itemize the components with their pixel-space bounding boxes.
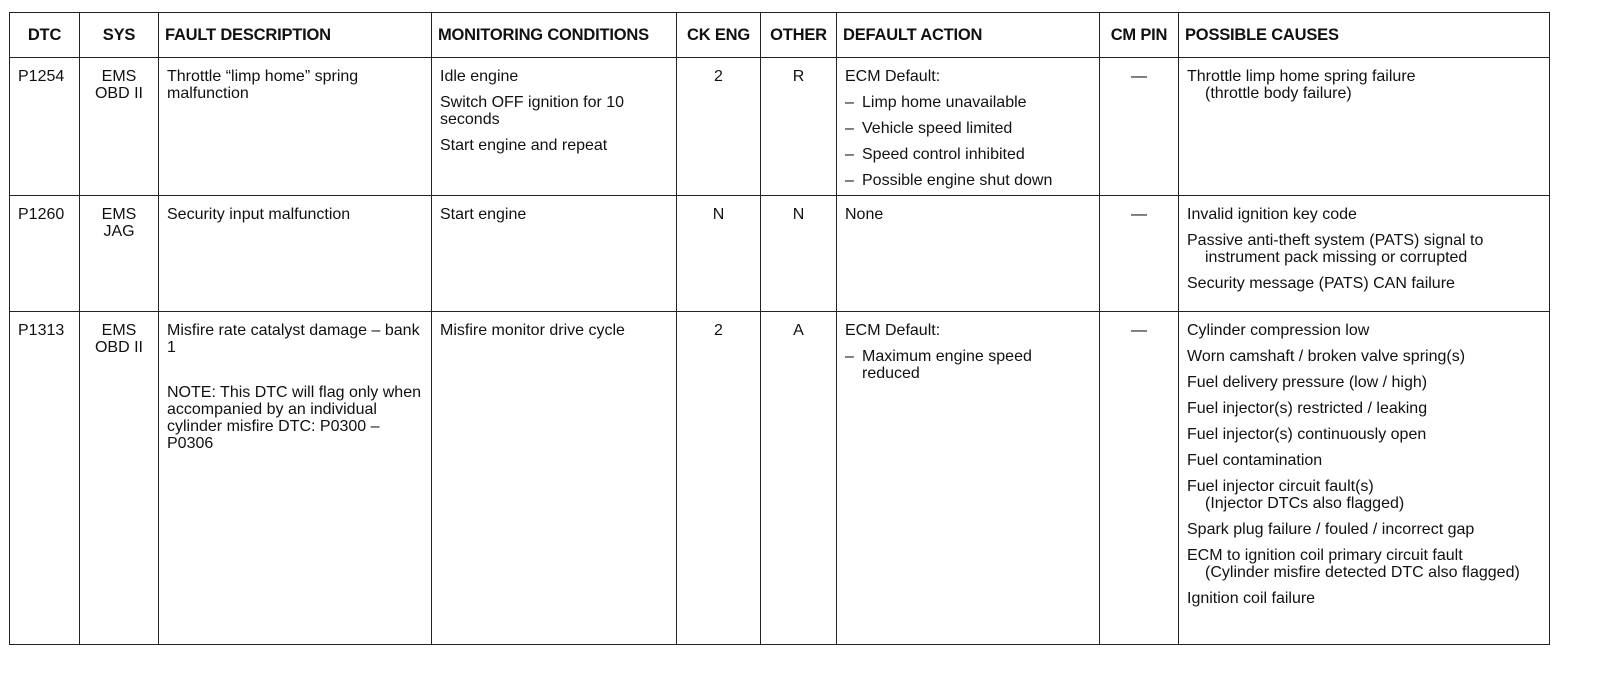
- cause-main: Cylinder compression low: [1187, 322, 1370, 339]
- header-monitoring-conditions: MONITORING CONDITIONS: [432, 13, 677, 58]
- cause-main: Fuel injector circuit fault(s): [1187, 478, 1374, 495]
- cause-main: Invalid ignition key code: [1187, 206, 1357, 223]
- monitoring-conditions: [432, 196, 677, 312]
- dash-bullet: –: [845, 120, 854, 137]
- cause-sub: instrument pack missing or corrupted: [1205, 249, 1468, 266]
- cause-sub: (Cylinder misfire detected DTC also flagged): [1205, 564, 1520, 581]
- cause-sub: (throttle body failure): [1205, 85, 1352, 102]
- monitoring-item: Switch OFF ignition for 10 seconds: [440, 94, 625, 128]
- fault-description: [159, 196, 432, 312]
- fault-description: [159, 58, 432, 196]
- dtc-code: P1254: [10, 58, 80, 196]
- dash-bullet: –: [845, 94, 854, 111]
- fault-note: NOTE: This DTC will flag only when accompanied by an individual cylinder misfire DTC: P0300 – P0306: [167, 384, 421, 452]
- cm-pin-value: —: [1100, 196, 1179, 312]
- cause-item: [1187, 275, 1541, 292]
- cause-item: [1187, 374, 1541, 391]
- table-row: [10, 196, 1550, 312]
- table-row: [10, 58, 1550, 196]
- cause-item: [1187, 68, 1541, 102]
- cause-item: [1187, 521, 1541, 538]
- default-action-item: – Vehicle speed limited: [845, 120, 1013, 137]
- monitoring-conditions: [432, 58, 677, 196]
- default-action: [837, 58, 1100, 196]
- ck-eng-value: 2: [677, 312, 761, 645]
- table-row: [10, 312, 1550, 645]
- monitoring-item: Misfire monitor drive cycle: [440, 322, 625, 339]
- dash-bullet: –: [845, 146, 854, 163]
- dash-bullet: –: [845, 348, 854, 365]
- default-action-head: None: [845, 206, 884, 223]
- header-cm-pin: CM PIN: [1100, 13, 1179, 58]
- other-value: R: [761, 58, 837, 196]
- header-sys: SYS: [80, 13, 159, 58]
- sys-cell: [80, 312, 159, 645]
- default-action-head: ECM Default:: [845, 322, 941, 339]
- header-fault-description: FAULT DESCRIPTION: [159, 13, 432, 58]
- cause-main: Spark plug failure / fouled / incorrect gap: [1187, 521, 1475, 538]
- sys-line: OBD II: [94, 339, 143, 356]
- cause-item: [1187, 452, 1541, 469]
- cause-main: Fuel injector(s) restricted / leaking: [1187, 400, 1428, 417]
- monitoring-item: Start engine and repeat: [440, 137, 608, 154]
- cause-item: [1187, 232, 1541, 266]
- dtc-code: P1260: [10, 196, 80, 312]
- other-value: A: [761, 312, 837, 645]
- sys-line: EMS: [101, 206, 137, 223]
- header-other: OTHER: [761, 13, 837, 58]
- fault-description: [159, 312, 432, 645]
- default-action-item: – Possible engine shut down: [845, 172, 1053, 189]
- default-action: [837, 196, 1100, 312]
- default-action: [837, 312, 1100, 645]
- sys-line: OBD II: [94, 85, 143, 102]
- monitoring-item: Start engine: [440, 206, 527, 223]
- cause-item: [1187, 206, 1541, 223]
- default-action-item: – Maximum engine speed reduced: [845, 348, 1032, 382]
- ck-eng-value: N: [677, 196, 761, 312]
- fault-text: Throttle “limp home” spring malfunction: [167, 68, 359, 102]
- possible-causes: [1179, 58, 1550, 196]
- cause-main: ECM to ignition coil primary circuit fault: [1187, 547, 1463, 564]
- cause-sub: (Injector DTCs also flagged): [1205, 495, 1405, 512]
- cause-main: Fuel delivery pressure (low / high): [1187, 374, 1428, 391]
- possible-causes: [1179, 196, 1550, 312]
- cause-main: Fuel injector(s) continuously open: [1187, 426, 1427, 443]
- cm-pin-value: —: [1100, 58, 1179, 196]
- cause-main: Passive anti-theft system (PATS) signal to: [1187, 232, 1484, 249]
- cause-item: [1187, 426, 1541, 443]
- cause-item: [1187, 547, 1541, 581]
- cause-main: Ignition coil failure: [1187, 590, 1316, 607]
- header-row: [10, 13, 1550, 58]
- cause-item: [1187, 478, 1541, 512]
- sys-line: EMS: [101, 68, 137, 85]
- default-action-item: – Speed control inhibited: [845, 146, 1025, 163]
- cause-item: [1187, 322, 1541, 339]
- cause-main: Worn camshaft / broken valve spring(s): [1187, 348, 1466, 365]
- cause-item: [1187, 590, 1541, 607]
- possible-causes: [1179, 312, 1550, 645]
- fault-text: Security input malfunction: [167, 206, 351, 223]
- dash-bullet: –: [845, 172, 854, 189]
- monitoring-item: Idle engine: [440, 68, 519, 85]
- cause-main: Fuel contamination: [1187, 452, 1323, 469]
- sys-cell: [80, 58, 159, 196]
- header-dtc: DTC: [10, 13, 80, 58]
- sys-line: EMS: [101, 322, 137, 339]
- default-action-item: – Limp home unavailable: [845, 94, 1027, 111]
- cause-item: [1187, 400, 1541, 417]
- cause-main: Security message (PATS) CAN failure: [1187, 275, 1455, 292]
- header-default-action: DEFAULT ACTION: [837, 13, 1100, 58]
- cm-pin-value: —: [1100, 312, 1179, 645]
- header-ck-eng: CK ENG: [677, 13, 761, 58]
- fault-text: Misfire rate catalyst damage – bank 1: [167, 322, 420, 356]
- cause-item: [1187, 348, 1541, 365]
- dtc-table: [9, 12, 1550, 645]
- default-action-head: ECM Default:: [845, 68, 941, 85]
- monitoring-conditions: [432, 312, 677, 645]
- ck-eng-value: 2: [677, 58, 761, 196]
- other-value: N: [761, 196, 837, 312]
- header-possible-causes: POSSIBLE CAUSES: [1179, 13, 1550, 58]
- dtc-code: P1313: [10, 312, 80, 645]
- cause-main: Throttle limp home spring failure: [1187, 68, 1416, 85]
- sys-cell: [80, 196, 159, 312]
- sys-line: JAG: [103, 223, 135, 240]
